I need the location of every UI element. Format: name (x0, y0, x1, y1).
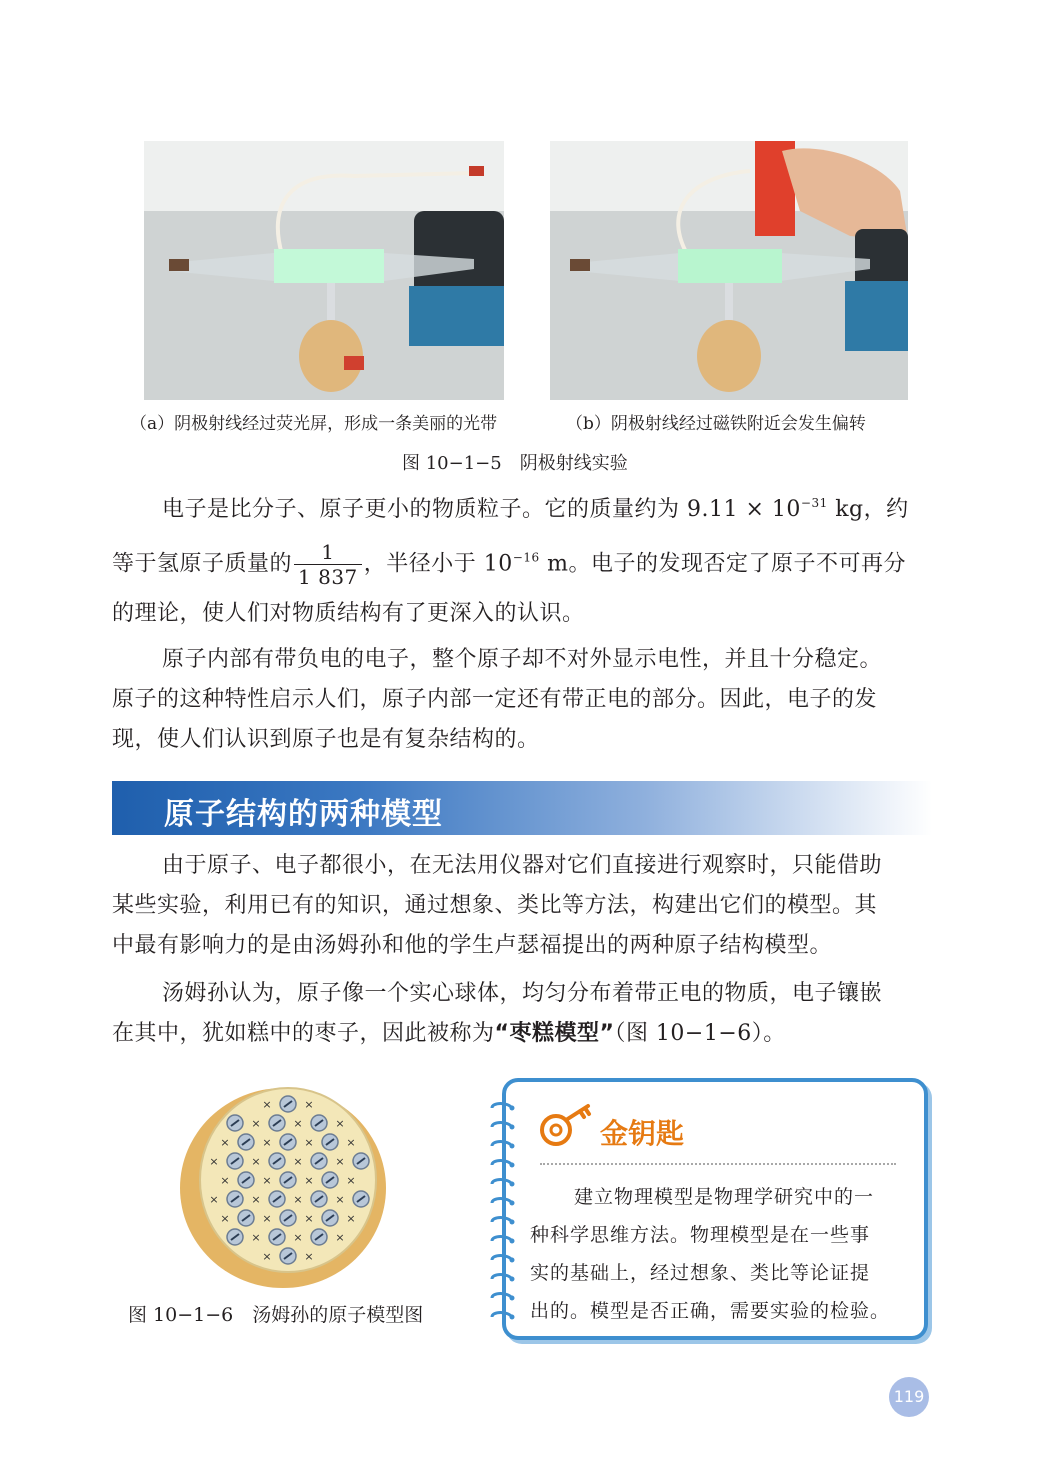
positive-charge-mark: × (220, 1212, 230, 1225)
key-icon (538, 1100, 598, 1150)
positive-charge-mark: × (251, 1155, 261, 1168)
caption-photo-a: （a）阴极射线经过荧光屏，形成一条美丽的光带 (130, 414, 498, 434)
positive-charge-mark: × (251, 1231, 261, 1244)
spiral-ring-icon (488, 1119, 518, 1133)
positive-charge-mark: × (346, 1212, 356, 1225)
spiral-ring-icon (488, 1214, 518, 1228)
positive-charge-mark: × (304, 1098, 314, 1111)
para1-line3: 的理论，使人们对物质结构有了更深入的认识。 (112, 601, 585, 626)
spiral-ring-icon (488, 1309, 518, 1323)
positive-charge-mark: × (262, 1136, 272, 1149)
positive-charge-mark: × (262, 1174, 272, 1187)
page-number-badge: 119 (889, 1377, 929, 1417)
golden-key-text: 建立物理模型是物理学研究中的一 种科学思维方法。物理模型是在一些事 实的基础上，经过想象、类比等论证提 出的。模型是否正确，需要实验的检验。 (530, 1186, 891, 1322)
spiral-ring-icon (488, 1157, 518, 1171)
figure-10-1-5-title: 图 10−1−5 阴极射线实验 (402, 453, 628, 474)
positive-charge-mark: × (335, 1117, 345, 1130)
positive-charge-mark: × (346, 1136, 356, 1149)
figure-10-1-6-caption: 图 10−1−6 汤姆孙的原子模型图 (128, 1304, 424, 1326)
positive-charge-mark: × (304, 1174, 314, 1187)
section-heading-bar (112, 781, 932, 835)
paragraph-electron-mass-3 (112, 594, 932, 634)
cathode-ray-photo-a (144, 141, 504, 400)
positive-charge-mark: × (251, 1117, 261, 1130)
positive-charge-mark: × (293, 1117, 303, 1130)
positive-charge-mark: × (220, 1174, 230, 1187)
paragraph-electron-mass (112, 490, 932, 530)
positive-charge-mark: × (293, 1155, 303, 1168)
positive-charge-mark: × (304, 1136, 314, 1149)
positive-charge-mark: × (335, 1193, 345, 1206)
positive-charge-mark: × (293, 1193, 303, 1206)
paragraph-atom-structure: 原子内部有带负电的电子，整个原子却不对外显示电性，并且十分稳定。 原子的这种特性启示人们，原子内部一定还有带正电的部分。因此，电子的发 现，使人们认识到原子也是有复杂结构的。 (112, 647, 883, 752)
spiral-ring-icon (488, 1252, 518, 1266)
golden-key-divider (540, 1163, 896, 1165)
cathode-ray-photo-b (550, 141, 908, 400)
spiral-ring-icon (488, 1271, 518, 1285)
spiral-ring-icon (488, 1233, 518, 1247)
positive-charge-mark: × (262, 1098, 272, 1111)
section-title: 原子结构的两种模型 (164, 797, 443, 832)
positive-charge-mark: × (209, 1193, 219, 1206)
para1-line2: 等于氢原子质量的 $\frac{1}{1 837}$ ，半径小于 $10^{-16}$ m。电子的发现否定了原子不可再分 (112, 540, 906, 589)
thomson-atom-model-illustration (178, 1080, 388, 1290)
positive-charge-mark: × (262, 1250, 272, 1263)
positive-charge-mark: × (304, 1250, 314, 1263)
positive-charge-mark: × (346, 1174, 356, 1187)
positive-charge-mark: × (335, 1231, 345, 1244)
spiral-ring-icon (488, 1290, 518, 1304)
paragraph-thomson-model: 汤姆孙认为，原子像一个实心球体，均匀分布着带正电的物质，电子镶嵌 在其中，犹如糕中的枣子，因此被称为“枣糕模型”（图 10−1−6）。 (112, 981, 883, 1046)
paragraph-models-intro: 由于原子、电子都很小，在无法用仪器对它们直接进行观察时，只能借助 某些实验，利用已有的知识，通过想象、类比等方法，构建出它们的模型。其 中最有影响力的是由汤姆孙和他的学生卢瑟福提出的两种原子结构模型。 (112, 853, 883, 958)
positive-charge-mark: × (262, 1212, 272, 1225)
positive-charge-mark: × (209, 1155, 219, 1168)
golden-key-title: 金钥匙 (600, 1117, 685, 1150)
para1-line1: 电子是比分子、原子更小的物质粒子。它的质量约为 $9.11 \times 10^{-31}$ kg，约 (162, 496, 909, 522)
positive-charge-mark: × (304, 1212, 314, 1225)
positive-charge-mark: × (251, 1193, 261, 1206)
caption-photo-b: （b）阴极射线经过磁铁附近会发生偏转 (566, 414, 866, 434)
positive-charge-mark: × (293, 1231, 303, 1244)
spiral-ring-icon (488, 1176, 518, 1190)
positive-charge-mark: × (220, 1136, 230, 1149)
spiral-ring-icon (488, 1138, 518, 1152)
paragraph-electron-mass-2 (112, 540, 932, 589)
mass-fraction: $\frac{1}{1 837}$ (294, 540, 362, 589)
positive-charge-mark: × (335, 1155, 345, 1168)
spiral-ring-icon (488, 1195, 518, 1209)
spiral-ring-icon (488, 1100, 518, 1114)
